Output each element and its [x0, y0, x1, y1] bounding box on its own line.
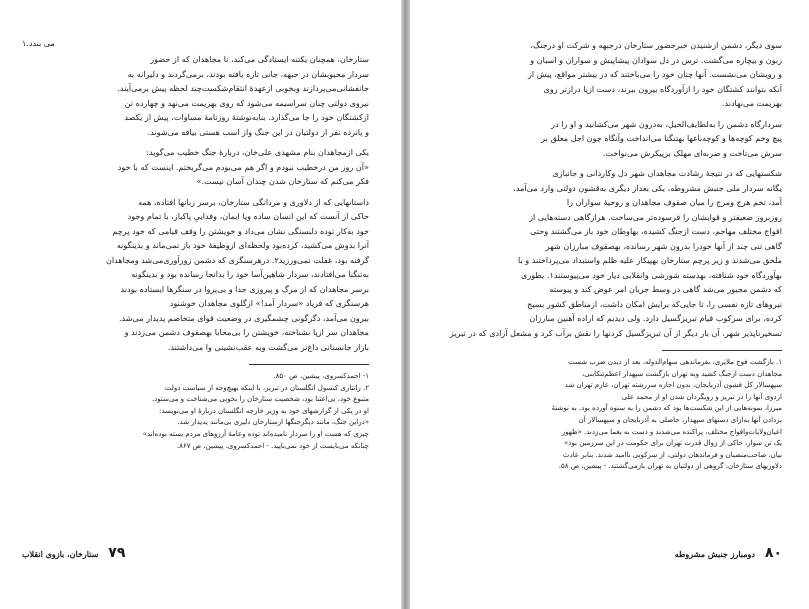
left-corner-note: می بندد.۱ [22, 39, 55, 48]
right-footnote-rule [662, 350, 782, 351]
text-line: یگانه سردار ملی جنبش مشروطه، یکی بعداز دیگری به‌قشون دولتی وارد می‌آمد، [513, 182, 782, 193]
text-line: ازکشتگان خود را جا می‌گذارد. بنابه‌نوشتهٔ روزنامهٔ مساوات، پیش از یکصد [124, 112, 369, 122]
right-page [410, 0, 809, 609]
right-page-content [438, 38, 782, 473]
footnote-line: اردوی آنها را در تبریز و رویگردان شدن او از محمد علی [621, 392, 782, 401]
text-line: ملحق می‌شدند و زیر پرچم ستارخان بهپیکار علیه ظلم واستبداد می‌پرداختند و با [518, 255, 782, 265]
text-line: روزبروز ضعیفتر و قوایشان را فرسوده‌تر می‌ساخت. هرازگاهی دسته‌هایی از [529, 211, 782, 222]
right-page-body [438, 38, 782, 340]
text-line: و پانزده نفر از دولتیان در این جنگ واز اسب هستی بیافه می‌شوند. [147, 126, 369, 137]
right-page-number: ۸۰ [764, 545, 782, 561]
left-footnote-rule [249, 364, 369, 365]
text-line: فکر می‌کنم که ستارخان شدن چندان آسان نیست.» [196, 176, 369, 186]
text-line: بهزیمت می‌نهادند. [721, 98, 782, 108]
text-line: حاکی از آنست که این انسان ساده ویا ایمان، وفداییِ پاکباز، با تمام وجود [127, 211, 369, 221]
footnote-line: ۱- احمدکسروی، پیشین، ص ۸۵۰. [273, 372, 369, 380]
footnote-line: «دراین جنگ، مانند دیگرجنگها ازستارخان دلیری بی‌مانند پدیدار شد. [177, 418, 369, 427]
footnote-line: چیزی که هست او را سردار نامیده‌اند توده وعامهٔ آرزوهای مردم بسته بوده‌اند» [142, 429, 369, 438]
text-line: افواج مختلف مهاجم، دست ازجنگ کشیده، بهاوطان خود باز می‌گشتند وحتی [530, 226, 782, 236]
text-line: به‌تنگنا می‌افتادند، سردار شاهین‌آسا خود را بدانجا رسانده بود و بدینگونه [131, 269, 369, 279]
text-line: خود به‌کار توده دلبستگی نشان می‌داد و خویشتن را وقف قیامی که خود پرچم [112, 225, 369, 236]
text-line: هرسنگری که فریاد «سردار آمد!» ازگلوی مجاهدان خوشنود [169, 298, 369, 308]
left-running-title: ستارخان، بازوی انقلاب [22, 549, 99, 559]
left-page-content [22, 38, 369, 452]
book-gutter [401, 0, 410, 609]
paragraph [438, 117, 782, 161]
footnote-line: بیان، صاحب‌منصبان و فرماندهان دولتی، از سرکوبی نا‌امید شدند. بنابر عادت [562, 450, 782, 459]
footnote-line: دلاوریهای ستارخان، گروهی از دولتیان به تهران بازمی‌گشتند. - پیشین، ص ۵۸. [558, 462, 782, 471]
text-line: پیچ وخم کوچه‌ها و کوچه‌باغها بهتنگنا می‌انداخت وآنگاه چون اجل معلق بر [541, 133, 782, 143]
text-line: آنکه بتوانند کشتگان خود را ازآوردگاه بیرون ببرند، دست ازپا درازتر روی [543, 83, 782, 94]
footnote-line: او در یکی از گزارشهای خود به وزیر خارجه انگلستان دربارهٔ او می‌نویسد: [158, 406, 369, 415]
text-line: «آن روز من درخطیب نبودم و اگر هم می‌بودم می‌گریختم. اینست که با خود [117, 161, 369, 172]
left-page-footnotes [22, 371, 369, 452]
text-line: سردارگاه دشمن را به‌لطایف‌الحیل، به‌درون شهر می‌کشانید و او را در [551, 118, 782, 129]
footnote-line: بردادن آنها به‌ازای دستهای سپهدار، حاصلی به آذربایجان و سپهسالار آن [578, 415, 782, 424]
text-line: که دشمن مجبور می‌شد گاهی در وسط جریان امر عوض کند و پیوسته [549, 284, 782, 294]
paragraph [22, 52, 369, 139]
right-page-footer [438, 545, 782, 561]
footnote-line: میرزا، نمونه‌هایی از این شکست‌ها بود که دشمن را به ستوه آورده بود. به نوشتهٔ [551, 404, 782, 413]
left-page-footer [22, 545, 369, 561]
paragraph [438, 38, 782, 111]
text-line: تسخیرناپذیر شهر، آن بار دیگر از آن تبریز‌گسیل کردنها را نقش برآب کرد و مشعل آزادی که در تبریز [449, 327, 782, 338]
text-line: زبون و بیچاره می‌گشت. ترس در دل سوادان پیشاپیش و سواران و اسبان و [530, 54, 782, 65]
text-line: مجاهدان سر ازپا نشناخته، خویشتن را بی‌محابا بهصفوف دشمن می‌زدند و [124, 327, 369, 337]
text-line: یکی ازمجاهدان بنام مشهدی علی‌خان، دربارهٔ جنگ خطیب می‌گوید: [146, 147, 369, 157]
paragraph [22, 145, 369, 189]
text-line: سردار محبوبشان در جبهه، جانی تازه یافته بودند، برمی‌گردند و دلیرانه به [127, 68, 369, 79]
text-line: آنرا بدوش می‌کشید، کرده‌بود ولحظه‌ای ازوظیفهٔ خود باز نمی‌ماند و بدینگونه [116, 240, 369, 250]
text-line: جانفشانی‌می‌پردازند وبخوبی ازعهدهٔ انتقام‌شکست‌چند لحظه پیش برمی‌آیند. [117, 83, 369, 93]
footnote-line: چنانکه می‌بایست از خود نمی‌بایید. - احمدکسروی، پیشین، ص ۸۶۷. [176, 441, 369, 450]
footnote-line: اعیان‌ولایات‌وافواج مختلف، پراکنده می‌شدند و دست به یغما می‌زدند. «ظهور [561, 427, 782, 436]
text-line: گاهی تنی چند از آنها خودرا بدرون شهر رسانده، بهصفوف مبارزان شهر [545, 240, 782, 251]
paragraph [438, 166, 782, 340]
text-line: گرفته بود، غفلت نمی‌ورزید۲. درهرسنگری که دشمن زورآوری‌می‌شد ومجاهدان [105, 254, 369, 265]
right-running-title: دومبارز جنبش مشروطه [674, 549, 755, 559]
footnote-line: مجاهدان دست ازجنگ کشید وبه تهران بازگشت سپهدار اعظم‌تنکابنی، [582, 369, 782, 378]
text-line: داستانهایی که از دلاوری و مردانگی ستارخان، برسر زبانها افتاده، همه [138, 196, 369, 207]
text-line: نیروی دولتی چنان سراسیمه می‌شود که روی بهزیمت می‌نهد و چهارده تن [124, 97, 369, 108]
text-line: برسر مجاهدان که از مرگ و پیروزی جدا و بی‌پروا در سنگرها ایستاده بودند [120, 283, 369, 294]
text-line: و رویشان می‌نشست. آنها چنان خود را می‌باختند که در بیشتر مواقع، پیش از [527, 69, 782, 79]
footnote-line: یک تن سوار، حاکی از زوال قدرت تهران برای حکومت در این سرزمین بود» [564, 439, 782, 448]
text-line: بهآوردگاه خود شتافته، بهدسته شورشی وانقلابی دیار خود می‌پیوستند۱. بطوری [520, 269, 782, 280]
text-line: نیروهای تازه‌ نفسی را، تا جایی‌که برایش امکان داشت، ازمناطق کشور بسیج [527, 298, 782, 309]
left-page-body [22, 52, 369, 354]
text-line: کرده، برای سرکوب قیام تبریز‌گسیل دارد. ولی دیدیم که اراده آهنین مبارزان [529, 313, 782, 323]
text-line: بازار جانستانی داغ‌تر می‌گشت وبه عقب‌نشینی وا می‌داشتند. [167, 341, 369, 352]
text-line: ستارخان، همچنان یکتنه ایستادگی می‌کند، تا مجاهدان که از حضور [150, 54, 369, 64]
left-page-number: ۷۹ [108, 545, 126, 561]
text-line: بیرون می‌آمد، دگرگونی چشمگیری در وضعیت قوای متخاصم پدیدار می‌شد. [118, 312, 369, 323]
paragraph [22, 195, 369, 355]
text-line: آمد، تخم هرج ومرج را میان صفوف مجاهدان و روحیهٔ سواران را [566, 197, 782, 207]
footnote-line: متبوع خود، بی‌اعتنا بود، شخصیت ستارخان را بخوبی می‌شناخت و می‌ستود. [151, 395, 369, 404]
footnote-line: سپهسالار کل قشون آذربایجان، بدون اجازه سررشته تهران، عازم تهران شد [564, 381, 782, 390]
footnote-line: ۲. رانتاری کنسول انگلستان در تبریز، با اینکه بهیچ‌وجه از سیاست دولت [164, 383, 369, 392]
right-page-footnotes [438, 357, 782, 473]
text-line: سوی دیگر، دشمن ازشنیدن خبرحضور ستارخان درجبهه و شرکت او درجنگ، [530, 40, 782, 50]
left-page [0, 0, 401, 609]
footnote-line: ۱. بازگشت فوج ملایری، بفرماندهی سهام‌الدوله، بعد از دیدن ضرب شست [568, 358, 782, 366]
text-line: شکستهایی که در نتیجهٔ رشادت مجاهدان شهر دل وکاردانی و جانبازی [552, 168, 782, 178]
text-line: سرش می‌تاخت و ضربه‌ای مهلک برپیکرش می‌نواخت. [602, 147, 782, 158]
